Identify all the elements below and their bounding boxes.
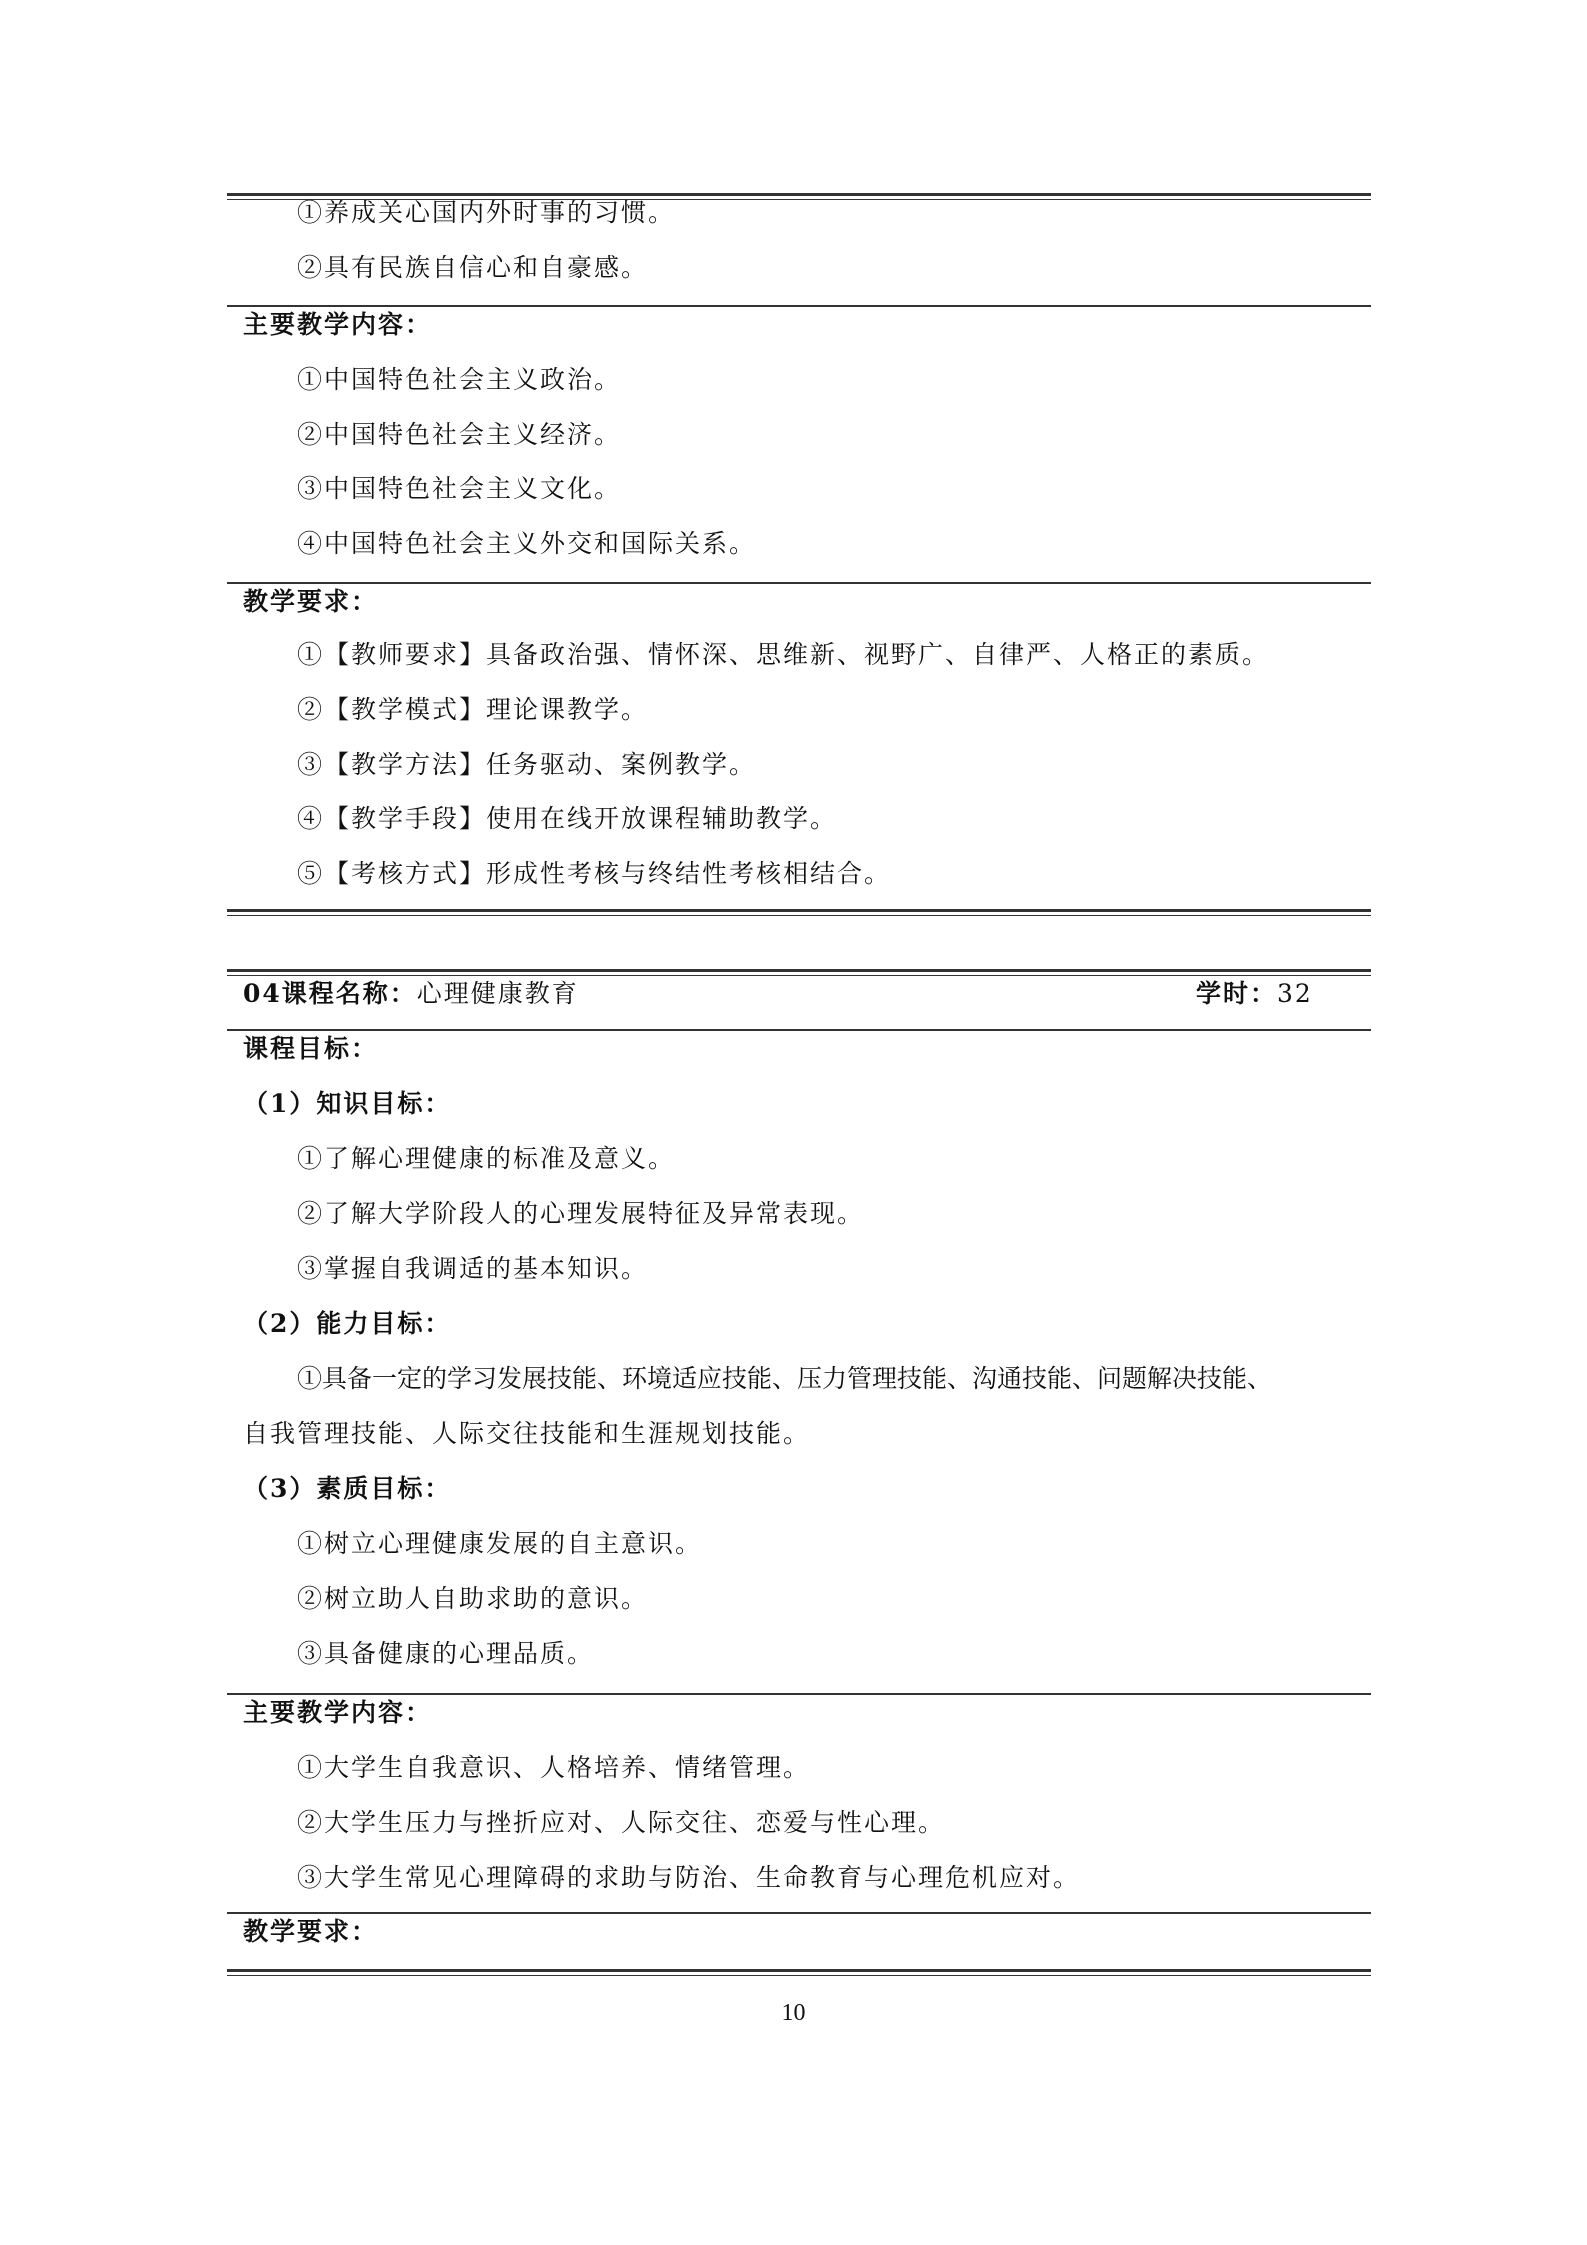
list-item: ④【教学手段】使用在线开放课程辅助教学。 [297, 804, 838, 833]
list-item: ②树立助人自助求助的意识。 [297, 1584, 649, 1613]
page-number: 10 [781, 2000, 806, 2026]
row-divider [227, 1029, 1371, 1031]
list-item: ⑤【考核方式】形成性考核与终结性考核相结合。 [297, 859, 892, 888]
list-item: ②中国特色社会主义经济。 [297, 420, 622, 449]
row-divider [227, 1693, 1371, 1695]
table-bottom-border [227, 1969, 1371, 1976]
section-heading: 教学要求： [243, 587, 379, 616]
section-heading: 主要教学内容： [243, 310, 433, 339]
list-item: ②【教学模式】理论课教学。 [297, 695, 649, 724]
course-hours [1196, 979, 1313, 1009]
list-item: ③掌握自我调适的基本知识。 [297, 1254, 649, 1283]
list-item: ④中国特色社会主义外交和国际关系。 [297, 529, 757, 558]
hours-value: 32 [1277, 979, 1313, 1008]
list-item: ②具有民族自信心和自豪感。 [297, 253, 649, 282]
list-item: ①养成关心国内外时事的习惯。 [297, 198, 676, 227]
hours-label: 学时： [1196, 979, 1278, 1008]
list-item: ③大学生常见心理障碍的求助与防治、生命教育与心理危机应对。 [297, 1863, 1081, 1892]
course-title [243, 979, 579, 1009]
sub-heading: （3）素质目标： [243, 1474, 452, 1503]
table-top-border [227, 969, 1371, 976]
row-divider [227, 582, 1371, 584]
row-divider [227, 1912, 1371, 1914]
list-item: ①树立心理健康发展的自主意识。 [297, 1529, 703, 1558]
list-item: ③中国特色社会主义文化。 [297, 474, 622, 503]
list-item: ①具备一定的学习发展技能、环境适应技能、压力管理技能、沟通技能、问题解决技能、 [297, 1364, 1273, 1393]
section-heading: 教学要求： [243, 1917, 379, 1946]
sub-heading: （2）能力目标： [243, 1309, 452, 1338]
list-item: ①大学生自我意识、人格培养、情绪管理。 [297, 1753, 811, 1782]
list-item: ②大学生压力与挫折应对、人际交往、恋爱与性心理。 [297, 1808, 946, 1837]
list-item: ③具备健康的心理品质。 [297, 1639, 595, 1668]
course-label: 04课程名称： [243, 979, 417, 1008]
section-heading: 主要教学内容： [243, 1698, 433, 1727]
list-item: ①【教师要求】具备政治强、情怀深、思维新、视野广、自律严、人格正的素质。 [297, 640, 1270, 669]
list-item: ③【教学方法】任务驱动、案例教学。 [297, 750, 757, 779]
sub-heading: （1）知识目标： [243, 1089, 452, 1118]
course-name: 心理健康教育 [416, 979, 579, 1008]
table-bottom-border [227, 909, 1371, 916]
list-item-continued: 自我管理技能、人际交往技能和生涯规划技能。 [243, 1419, 811, 1448]
list-item: ①中国特色社会主义政治。 [297, 365, 622, 394]
row-divider [227, 305, 1371, 307]
list-item: ②了解大学阶段人的心理发展特征及异常表现。 [297, 1199, 865, 1228]
list-item: ①了解心理健康的标准及意义。 [297, 1144, 676, 1173]
section-heading: 课程目标： [243, 1034, 379, 1063]
